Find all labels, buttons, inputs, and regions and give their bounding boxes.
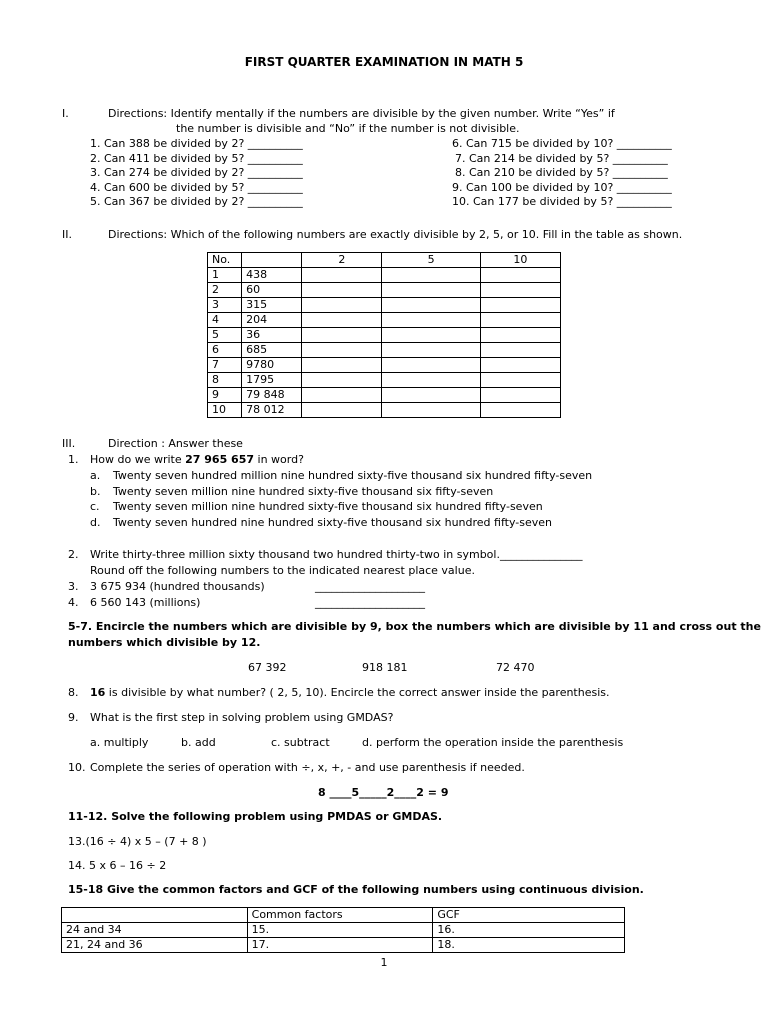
cell-10[interactable] <box>480 343 560 358</box>
cell-10[interactable] <box>480 373 560 388</box>
q14-text: 14. 5 x 6 – 16 ÷ 2 <box>68 859 167 872</box>
gcf-table-header <box>62 908 625 923</box>
q3-number: 3. <box>68 580 79 593</box>
part3-roman: III. <box>62 437 76 450</box>
q10-series: 8 ____5_____2____2 = 9 <box>318 786 449 799</box>
page-title: FIRST QUARTER EXAMINATION IN MATH 5 <box>244 55 524 69</box>
cell-10[interactable] <box>480 298 560 313</box>
divisibility-table <box>207 252 561 418</box>
row-number: 78 012 <box>242 403 302 418</box>
cell-10[interactable] <box>480 403 560 418</box>
row-no: 9 <box>208 388 242 403</box>
q57-number-3: 72 470 <box>496 661 535 674</box>
q1518-heading: 15-18 Give the common factors and GCF of the following numbers using continuous division. <box>68 883 644 896</box>
cell-2[interactable] <box>302 298 382 313</box>
q1-number: 1. <box>68 453 79 466</box>
gcf-header-gcf: GCF <box>433 908 625 923</box>
cell-10[interactable] <box>480 328 560 343</box>
header-no: No. <box>208 253 242 268</box>
row-no: 7 <box>208 358 242 373</box>
part1-item-6: 6. Can 715 be divided by 10? __________ <box>452 137 672 150</box>
gcf-cell[interactable]: 16. <box>433 923 625 938</box>
part1-item-7: 7. Can 214 be divided by 5? __________ <box>455 152 668 165</box>
part1-item-1: 1. Can 388 be divided by 2? __________ <box>90 137 303 150</box>
divisibility-table-header <box>208 253 561 268</box>
cell-5[interactable] <box>382 283 480 298</box>
row-number: 79 848 <box>242 388 302 403</box>
q57-line2: numbers which divisible by 12. <box>68 636 261 649</box>
part1-directions-line1: Directions: Identify mentally if the numbers are divisible by the given number. Write “Yes” if <box>108 107 615 120</box>
q4-number: 4. <box>68 596 79 609</box>
q1112-heading: 11-12. Solve the following problem using PMDAS or GMDAS. <box>68 810 443 823</box>
row-no: 3 <box>208 298 242 313</box>
cell-10[interactable] <box>480 358 560 373</box>
q1-choice-d-letter: d. <box>90 516 101 529</box>
q1-number-bold: 27 965 657 <box>185 453 255 466</box>
cell-5[interactable] <box>382 358 480 373</box>
part1-item-9: 9. Can 100 be divided by 10? __________ <box>452 181 672 194</box>
q1-choice-a: Twenty seven hundred million nine hundred sixty-five thousand six hundred fifty-seven <box>113 469 593 482</box>
table-row <box>208 313 561 328</box>
header-5: 5 <box>382 253 480 268</box>
q3-blank: ____________________ <box>315 580 425 593</box>
part2-roman: II. <box>62 228 72 241</box>
q1-choice-b: Twenty seven million nine hundred sixty-five thousand six fifty-seven <box>113 485 494 498</box>
table-row <box>208 268 561 283</box>
q4-text: 6 560 143 (millions) <box>90 596 201 609</box>
table-row <box>208 283 561 298</box>
cell-5[interactable] <box>382 298 480 313</box>
cell-5[interactable] <box>382 388 480 403</box>
q13-text: 13.(16 ÷ 4) x 5 – (7 + 8 ) <box>68 835 207 848</box>
row-number: 36 <box>242 328 302 343</box>
cell-5[interactable] <box>382 343 480 358</box>
q8-question <box>90 686 610 700</box>
q1-question <box>90 453 304 467</box>
table-row <box>208 373 561 388</box>
q9-choice-b: b. add <box>181 736 216 749</box>
q9-choice-a: a. multiply <box>90 736 149 749</box>
cell-2[interactable] <box>302 373 382 388</box>
row-number: 1795 <box>242 373 302 388</box>
q1-choice-b-letter: b. <box>90 485 101 498</box>
cell-2[interactable] <box>302 283 382 298</box>
q8-number: 8. <box>68 686 79 699</box>
row-no: 1 <box>208 268 242 283</box>
cell-2[interactable] <box>302 328 382 343</box>
cell-2[interactable] <box>302 268 382 283</box>
q9-choice-d: d. perform the operation inside the parenthesis <box>362 736 624 749</box>
q8-text: is divisible by what number? ( 2, 5, 10). Encircle the correct answer inside the parenthesis. <box>105 686 610 699</box>
part1-item-5: 5. Can 367 be divided by 2? __________ <box>90 195 303 208</box>
table-row <box>208 358 561 373</box>
cell-2[interactable] <box>302 388 382 403</box>
q9-choice-c: c. subtract <box>271 736 330 749</box>
table-row <box>208 403 561 418</box>
cell-2[interactable] <box>302 358 382 373</box>
row-number: 204 <box>242 313 302 328</box>
gcf-header-common-factors: Common factors <box>247 908 433 923</box>
table-row <box>208 388 561 403</box>
q10-number: 10. <box>68 761 86 774</box>
row-no: 5 <box>208 328 242 343</box>
q1-choice-d: Twenty seven hundred nine hundred sixty-five thousand six hundred fifty-seven <box>113 516 552 529</box>
header-number <box>242 253 302 268</box>
round-instruction: Round off the following numbers to the indicated nearest place value. <box>90 564 475 577</box>
part3-direction: Direction : Answer these <box>108 437 243 450</box>
header-10: 10 <box>480 253 560 268</box>
q57-line1: 5-7. Encircle the numbers which are divisible by 9, box the numbers which are divisible by 11 and cross out the <box>68 620 761 633</box>
part1-item-2: 2. Can 411 be divided by 5? __________ <box>90 152 303 165</box>
q1-pre: How do we write <box>90 453 186 466</box>
cell-10[interactable] <box>480 388 560 403</box>
cell-5[interactable] <box>382 268 480 283</box>
row-number: 315 <box>242 298 302 313</box>
part1-item-10: 10. Can 177 be divided by 5? __________ <box>452 195 672 208</box>
gcf-header-numbers <box>62 908 248 923</box>
cell-10[interactable] <box>480 313 560 328</box>
cell-5[interactable] <box>382 313 480 328</box>
q10-text: Complete the series of operation with ÷, x, +, - and use parenthesis if needed. <box>90 761 525 774</box>
q57-number-1: 67 392 <box>248 661 287 674</box>
part2-directions: Directions: Which of the following numbers are exactly divisible by 2, 5, or 10. Fill in the table as shown. <box>108 228 683 241</box>
cell-5[interactable] <box>382 403 480 418</box>
gcf-numbers: 24 and 34 <box>62 923 248 938</box>
row-no: 4 <box>208 313 242 328</box>
table-row <box>208 298 561 313</box>
table-row <box>62 938 625 953</box>
row-no: 8 <box>208 373 242 388</box>
gcf-table <box>61 907 625 953</box>
part1-roman: I. <box>62 107 69 120</box>
row-number: 438 <box>242 268 302 283</box>
table-row <box>208 343 561 358</box>
gcf-cell[interactable]: 18. <box>433 938 625 953</box>
row-number: 685 <box>242 343 302 358</box>
q9-text: What is the first step in solving problem using GMDAS? <box>90 711 394 724</box>
q1-choice-a-letter: a. <box>90 469 101 482</box>
table-row <box>62 923 625 938</box>
row-no: 6 <box>208 343 242 358</box>
q2-number: 2. <box>68 548 79 561</box>
part1-directions-line2: the number is divisible and “No” if the number is not divisible. <box>176 122 520 135</box>
cell-2[interactable] <box>302 403 382 418</box>
cell-2[interactable] <box>302 313 382 328</box>
row-no: 10 <box>208 403 242 418</box>
q4-blank: ____________________ <box>315 596 425 609</box>
header-2: 2 <box>302 253 382 268</box>
q3-text: 3 675 934 (hundred thousands) <box>90 580 265 593</box>
q8-bold: 16 <box>90 686 106 699</box>
cell-2[interactable] <box>302 343 382 358</box>
q57-number-2: 918 181 <box>362 661 408 674</box>
table-row <box>208 328 561 343</box>
part1-item-3: 3. Can 274 be divided by 2? __________ <box>90 166 303 179</box>
row-number: 9780 <box>242 358 302 373</box>
cell-10[interactable] <box>480 268 560 283</box>
cell-10[interactable] <box>480 283 560 298</box>
page-number: 1 <box>380 956 388 969</box>
q1-choice-c: Twenty seven million nine hundred sixty-five thousand six hundred fifty-seven <box>113 500 543 513</box>
q9-number: 9. <box>68 711 79 724</box>
row-number: 60 <box>242 283 302 298</box>
q2-text: Write thirty-three million sixty thousand two hundred thirty-two in symbol._______________ <box>90 548 583 561</box>
gcf-common-factors-cell[interactable]: 17. <box>247 938 433 953</box>
part1-item-4: 4. Can 600 be divided by 5? __________ <box>90 181 303 194</box>
q1-choice-c-letter: c. <box>90 500 100 513</box>
gcf-common-factors-cell[interactable]: 15. <box>247 923 433 938</box>
part1-item-8: 8. Can 210 be divided by 5? __________ <box>455 166 668 179</box>
cell-5[interactable] <box>382 328 480 343</box>
cell-5[interactable] <box>382 373 480 388</box>
gcf-numbers: 21, 24 and 36 <box>62 938 248 953</box>
q1-post: in word? <box>254 453 304 466</box>
row-no: 2 <box>208 283 242 298</box>
